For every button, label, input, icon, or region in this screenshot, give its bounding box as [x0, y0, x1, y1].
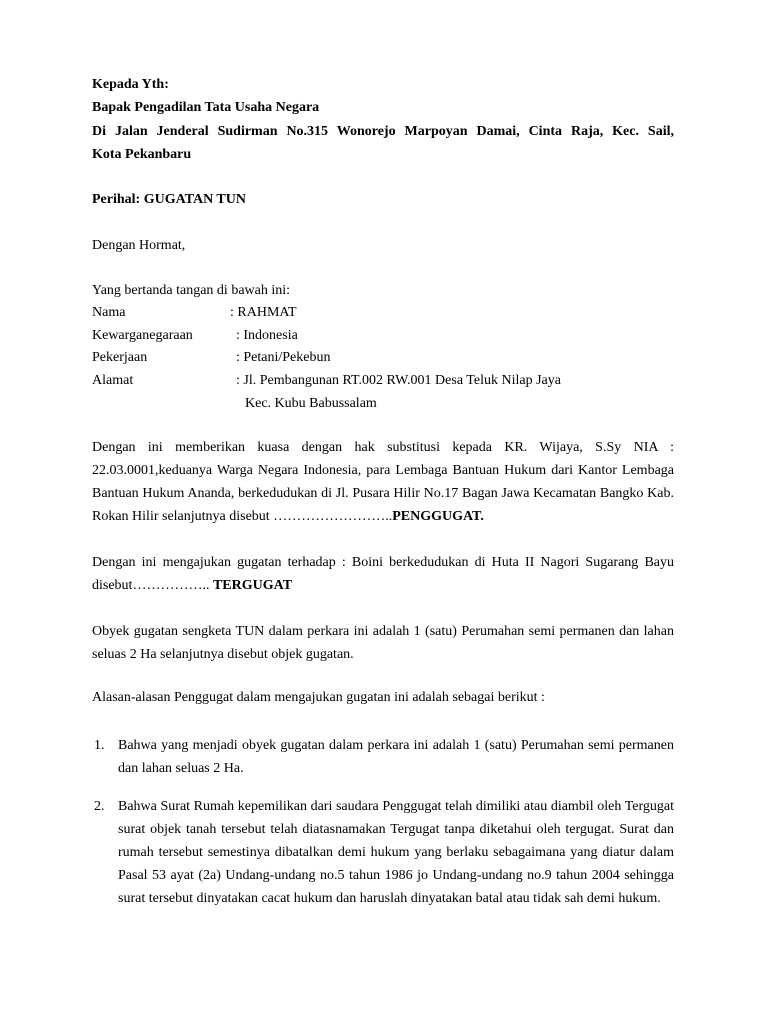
gugatan-text: Dengan ini mengajukan gugatan terhadap : Boini berkedudukan di Huta II Nagori Sugarang Bayu disebut…………….. [92, 555, 674, 593]
intro-text: Yang bertanda tangan di bawah ini: [92, 283, 291, 298]
alamat-value-line2: Kec. Kubu Babussalam [245, 396, 377, 411]
alamat-value: : Jl. Pembangunan RT.002 RW.001 Desa Teluk Nilap Jaya [236, 373, 561, 388]
list-item-number: 2. [94, 799, 105, 814]
alamat-label: Alamat [92, 373, 134, 388]
alasan-paragraph: Alasan-alasan Penggugat dalam mengajukan gugatan ini adalah sebagai berikut : [92, 690, 545, 705]
kewarganegaraan-value: : Indonesia [236, 328, 298, 343]
kuasa-text: Dengan ini memberikan kuasa dengan hak substitusi kepada KR. Wijaya, S.Sy NIA : 22.03.0001,keduanya Warga Negara Indonesia, para Lembaga Bantuan Hukum dari Kantor Lembaga Bantuan Hukum Ananda, berkedudukan di Jl. Pusara Hilir No.17 Bagan Jawa Kecamatan Bangko Kab. Rokan Hilir selanjutnya disebut …………………….. [92, 440, 674, 524]
recipient-name: Bapak Pengadilan Tata Usaha Negara [92, 100, 320, 115]
kuasa-paragraph [92, 436, 674, 528]
nama-label: Nama [92, 305, 126, 320]
list-item-text: Bahwa yang menjadi obyek gugatan dalam perkara ini adalah 1 (satu) Perumahan semi permanen dan lahan seluas 2 Ha. [118, 738, 674, 776]
perihal-subject: Perihal: GUGATAN TUN [92, 192, 246, 207]
nama-value: : RAHMAT [230, 305, 297, 320]
kewarganegaraan-label: Kewarganegaraan [92, 328, 193, 343]
penggugat-term: PENGGUGAT. [392, 509, 484, 524]
tergugat-term: TERGUGAT [212, 578, 293, 593]
recipient-address-line2: Kota Pekanbaru [92, 147, 192, 162]
gugatan-paragraph [92, 551, 674, 597]
salutation: Dengan Hormat, [92, 238, 186, 253]
kepada-label: Kepada Yth: [92, 77, 169, 92]
pekerjaan-value: : Petani/Pekebun [236, 350, 331, 365]
list-item-text: Bahwa Surat Rumah kepemilikan dari saudara Penggugat telah dimiliki atau diambil oleh Tergugat surat objek tanah tersebut telah diatasnamakan Tergugat tanpa diketahui oleh tergugat. Surat dan rumah tersebut semestinya dibatalkan demi hukum yang berlaku sebagaimana yang diatur dalam Pasal 53 ayat (2a) Undang-undang no.5 tahun 1986 jo Undang-undang no.9 tahun 2004 sehingga surat tersebut dinyatakan cacat hukum dan haruslah dinyatakan batal atau tidak sah demi hukum. [118, 799, 674, 906]
obyek-paragraph: Obyek gugatan sengketa TUN dalam perkara ini adalah 1 (satu) Perumahan semi permanen dan lahan seluas 2 Ha selanjutnya disebut objek gugatan. [92, 624, 674, 662]
recipient-address-line1: Di Jalan Jenderal Sudirman No.315 Wonorejo Marpoyan Damai, Cinta Raja, Kec. Sail, [92, 124, 674, 139]
pekerjaan-label: Pekerjaan [92, 350, 148, 365]
list-item-number: 1. [94, 738, 105, 753]
